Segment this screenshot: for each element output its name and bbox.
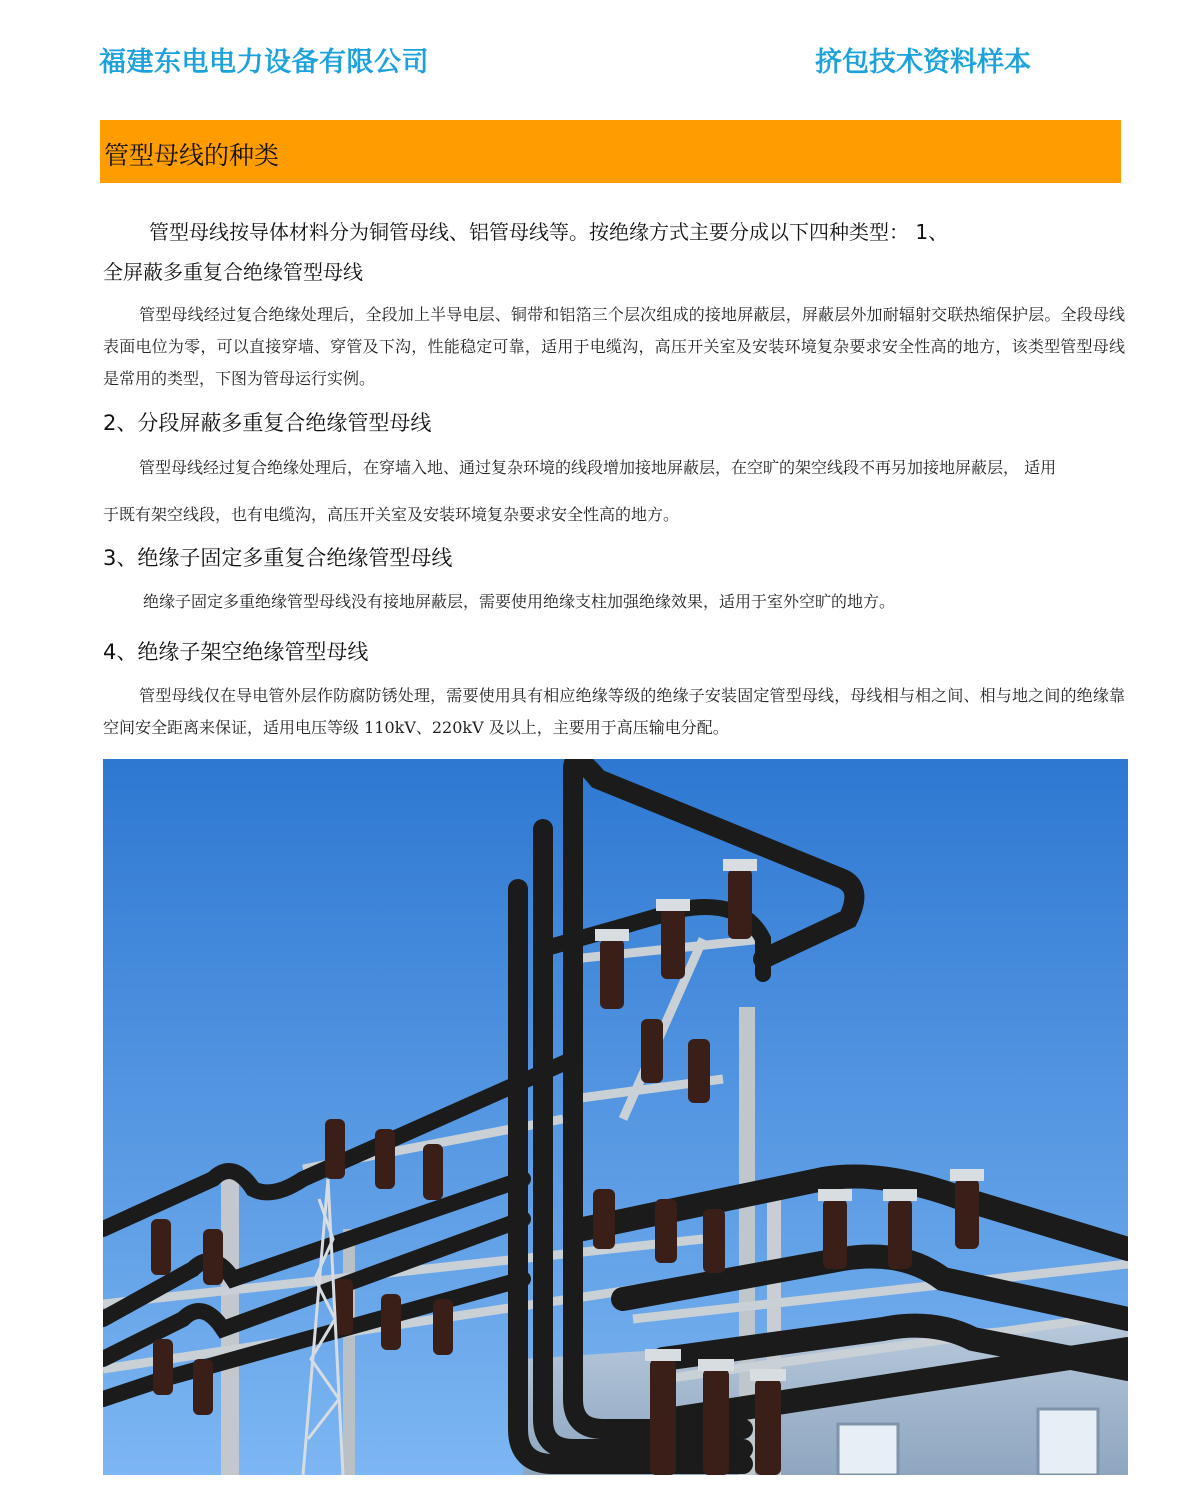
intro-paragraph — [103, 212, 1103, 292]
type-4-heading: 4、绝缘子架空绝缘管型母线 — [103, 640, 369, 664]
company-name: 福建东电电力设备有限公司 — [99, 47, 429, 78]
section-title: 管型母线的种类 — [104, 141, 280, 170]
type-3-description: 绝缘子固定多重绝缘管型母线没有接地屏蔽层，需要使用绝缘支柱加强绝缘效果，适用于室外空旷的地方。 — [143, 592, 896, 611]
busbar-installation-photo — [103, 759, 1128, 1475]
type-4-description: 管型母线仅在导电管外层作防腐防锈处理，需要使用具有相应绝缘等级的绝缘子安装固定管型母线，母线相与相之间、相与地之间的绝缘靠空间安全距离来保证，适用电压等级 110kV、220kV 及以上，主要用于高压输电分配。 — [103, 686, 1125, 737]
document-label: 挤包技术资料样本 — [815, 47, 1031, 78]
section-banner — [100, 120, 1121, 183]
intro-line: 管型母线按导体材料分为铜管母线、铝管母线等。按绝缘方式主要分成以下四种类型： 1、 — [149, 220, 949, 244]
type-3-heading: 3、绝缘子固定多重复合绝缘管型母线 — [103, 546, 453, 570]
type-2-description-line1: 管型母线经过复合绝缘处理后，在穿墙入地、通过复杂环境的线段增加接地屏蔽层，在空旷的架空线段不再另加接地屏蔽层， 适用 — [139, 458, 1057, 477]
type-1-description: 管型母线经过复合绝缘处理后，全段加上半导电层、铜带和铝箔三个层次组成的接地屏蔽层，屏蔽层外加耐辐射交联热缩保护层。全段母线表面电位为零，可以直接穿墙、穿管及下沟，性能稳定可靠，适用于电缆沟，高压开关室及安装环境复杂要求安全性高的地方，该类型管型母线是常用的类型，下图为管母运行实例。 — [103, 305, 1125, 388]
type-1-heading: 全屏蔽多重复合绝缘管型母线 — [103, 260, 363, 284]
type-2-description-line2: 于既有架空线段，也有电缆沟，高压开关室及安装环境复杂要求安全性高的地方。 — [103, 505, 680, 524]
type-2-heading: 2、分段屏蔽多重复合绝缘管型母线 — [103, 411, 432, 435]
